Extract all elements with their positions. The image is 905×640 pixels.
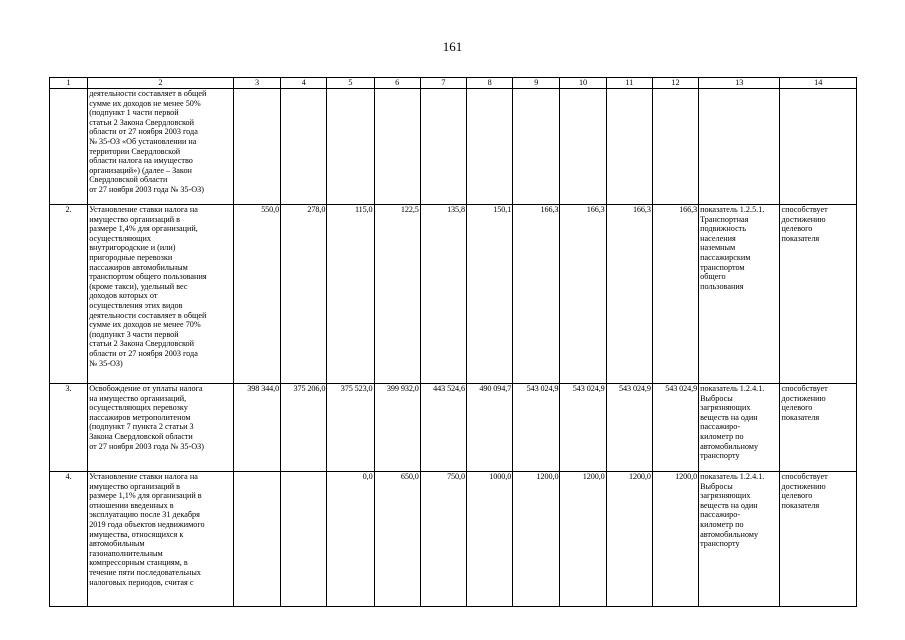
column-number-header: 12 bbox=[652, 78, 698, 89]
description-text: Установление ставки налога на имущество организаций в размере 1,1% для организаций в отношении введенных в эксплуатацию после 31 декабря 2019 года объектов недвижимого имущества, относящихся к автомобильным газонаполнительным компрессорным станциям, в течение пяти последовательных налоговых периодов, считая с bbox=[89, 472, 205, 587]
column-number-header: 9 bbox=[513, 78, 560, 89]
value-cell: 750,0 bbox=[420, 472, 466, 607]
value-cell: 543 024,9 bbox=[652, 384, 698, 472]
value-cell: 543 024,9 bbox=[513, 384, 560, 472]
description-text: Установление ставки налога на имущество организаций в размере 1,4% для организаций, осуществляющих внутригородские и (или) пригородные перевозки пассажиров автомобильным транспортом общего пользования (кроме такси), удельный вес доходов которых от осуществления этих видов деятельности составляет в общей сумме их доходов не менее 70% (подпункт 3 части первой статьи 2 Закона Свердловской области от 27 ноября 2003 года № 35-ОЗ) bbox=[89, 205, 207, 368]
indicator-cell bbox=[699, 472, 780, 607]
value-cell: 550,0 bbox=[233, 205, 280, 384]
column-number-header: 3 bbox=[233, 78, 280, 89]
value-cell bbox=[420, 89, 466, 205]
value-cell bbox=[233, 472, 280, 607]
row-number-cell: 2. bbox=[50, 205, 88, 384]
column-number-header: 13 bbox=[699, 78, 780, 89]
value-cell: 650,0 bbox=[374, 472, 420, 607]
effect-cell bbox=[780, 89, 857, 205]
table-row bbox=[50, 472, 857, 607]
value-cell bbox=[606, 89, 652, 205]
description-cell bbox=[88, 384, 234, 472]
indicator-cell bbox=[699, 89, 780, 205]
value-cell bbox=[513, 89, 560, 205]
value-cell bbox=[233, 89, 280, 205]
indicator-cell bbox=[699, 205, 780, 384]
table-row bbox=[50, 89, 857, 205]
value-cell: 490 094,7 bbox=[467, 384, 513, 472]
row-number-cell: 3. bbox=[50, 384, 88, 472]
value-cell: 166,3 bbox=[652, 205, 698, 384]
effect-cell bbox=[780, 205, 857, 384]
column-number-header: 11 bbox=[606, 78, 652, 89]
value-cell bbox=[281, 89, 327, 205]
value-cell: 1200,0 bbox=[652, 472, 698, 607]
value-cell bbox=[467, 89, 513, 205]
description-cell bbox=[88, 205, 234, 384]
column-number-header: 14 bbox=[780, 78, 857, 89]
table-row bbox=[50, 205, 857, 384]
value-cell: 375 523,0 bbox=[327, 384, 374, 472]
value-cell bbox=[281, 472, 327, 607]
value-cell bbox=[652, 89, 698, 205]
column-number-header: 2 bbox=[88, 78, 234, 89]
column-number-header: 7 bbox=[420, 78, 466, 89]
value-cell: 278,0 bbox=[281, 205, 327, 384]
value-cell: 399 932,0 bbox=[374, 384, 420, 472]
column-number-header: 5 bbox=[327, 78, 374, 89]
value-cell: 166,3 bbox=[606, 205, 652, 384]
indicator-cell bbox=[699, 384, 780, 472]
value-cell: 115,0 bbox=[327, 205, 374, 384]
value-cell: 166,3 bbox=[513, 205, 560, 384]
value-cell: 135,8 bbox=[420, 205, 466, 384]
description-text: Освобождение от уплаты налога на имущество организаций, осуществляющих перевозку пассажиров метрополитеном (подпункт 7 пункта 2 статьи 3 Закона Свердловской области от 27 ноября 2003 года № 35-ОЗ) bbox=[89, 384, 204, 451]
data-table bbox=[49, 77, 857, 607]
effect-cell bbox=[780, 472, 857, 607]
value-cell: 166,3 bbox=[560, 205, 606, 384]
value-cell: 1200,0 bbox=[560, 472, 606, 607]
value-cell: 122,5 bbox=[374, 205, 420, 384]
row-number-cell: 4. bbox=[50, 472, 88, 607]
value-cell bbox=[374, 89, 420, 205]
value-cell: 543 024,9 bbox=[560, 384, 606, 472]
value-cell: 543 024,9 bbox=[606, 384, 652, 472]
row-number-cell bbox=[50, 89, 88, 205]
description-cell bbox=[88, 472, 234, 607]
table-row bbox=[50, 384, 857, 472]
value-cell: 150,1 bbox=[467, 205, 513, 384]
column-number-header: 1 bbox=[50, 78, 88, 89]
table-header-row bbox=[50, 78, 857, 89]
value-cell bbox=[560, 89, 606, 205]
value-cell: 0,0 bbox=[327, 472, 374, 607]
description-text: деятельности составляет в общей сумме их доходов не менее 50% (подпункт 1 части первой статьи 2 Закона Свердловской области от 27 ноября 2003 года № 35-ОЗ «Об установлении на территории Свердловской области налога на имущество организаций») (далее – Закон Свердловской области от 27 ноября 2003 года № 35-ОЗ) bbox=[89, 89, 207, 194]
value-cell: 1200,0 bbox=[513, 472, 560, 607]
effect-text: способствует достижению целевого показателя bbox=[781, 472, 828, 510]
indicator-text: показатель 1.2.4.1. Выбросы загрязняющих веществ на один пассажиро- километр по автомобильному транспорту bbox=[700, 472, 765, 549]
value-cell: 398 344,0 bbox=[233, 384, 280, 472]
column-number-header: 8 bbox=[467, 78, 513, 89]
value-cell: 1200,0 bbox=[606, 472, 652, 607]
indicator-text: показатель 1.2.4.1. Выбросы загрязняющих веществ на один пассажиро- километр по автомобильному транспорту bbox=[700, 384, 765, 461]
column-number-header: 10 bbox=[560, 78, 606, 89]
column-number-header: 6 bbox=[374, 78, 420, 89]
page-number: 161 bbox=[442, 39, 463, 54]
effect-text: способствует достижению целевого показателя bbox=[781, 384, 828, 422]
column-number-header: 4 bbox=[281, 78, 327, 89]
value-cell: 375 206,0 bbox=[281, 384, 327, 472]
value-cell: 443 524,6 bbox=[420, 384, 466, 472]
value-cell bbox=[327, 89, 374, 205]
description-cell bbox=[88, 89, 234, 205]
effect-cell bbox=[780, 384, 857, 472]
effect-text: способствует достижению целевого показателя bbox=[781, 205, 828, 243]
indicator-text: показатель 1.2.5.1. Транспортная подвижность населения наземным пассажирским транспортом общего пользования bbox=[700, 205, 765, 291]
value-cell: 1000,0 bbox=[467, 472, 513, 607]
